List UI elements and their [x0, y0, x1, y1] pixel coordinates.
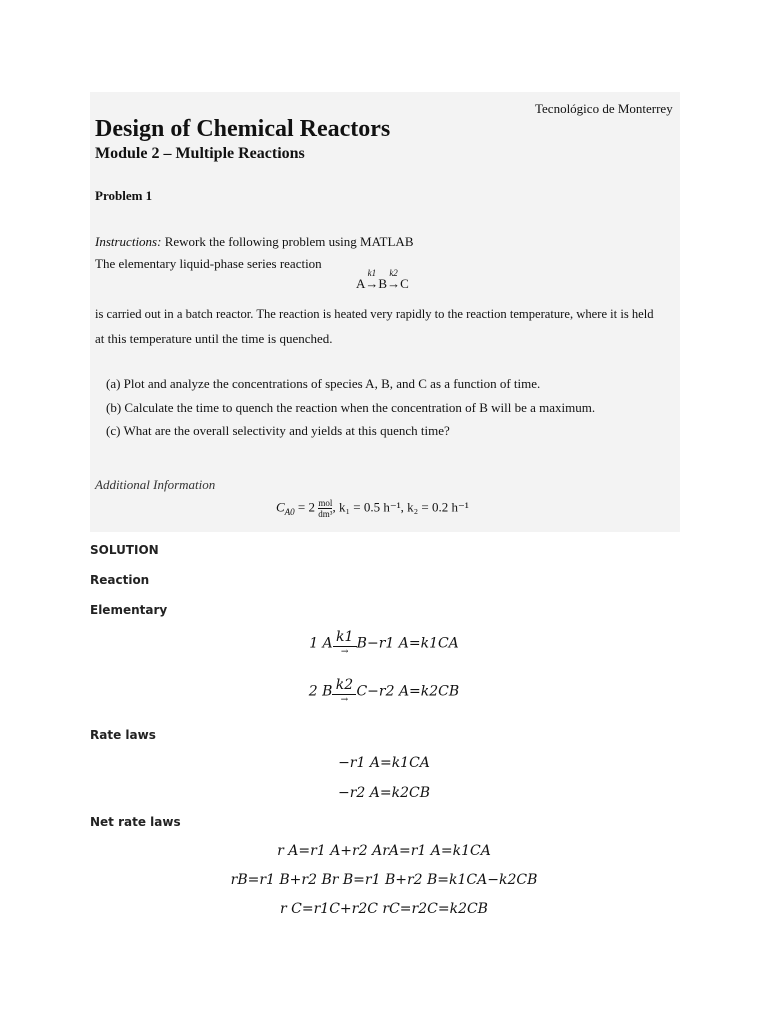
problem-label: Problem 1	[95, 188, 153, 203]
species-c: C	[400, 276, 409, 291]
arrow-1: →	[365, 276, 379, 291]
ca0-subscript: A0	[284, 507, 295, 518]
instructions-label: Instructions:	[95, 234, 162, 249]
eq1-left: 1 A	[309, 635, 333, 652]
elementary-equation-2	[0, 678, 768, 705]
reaction-heading: Reaction	[90, 573, 150, 587]
paragraph-line-2: at this temperature until the time is quenched.	[95, 331, 333, 346]
part-a: (a) Plot and analyze the concentrations of species A, B, and C as a function of time.	[106, 376, 541, 391]
unit-denominator: dm³	[318, 509, 333, 519]
eq2-k: k2	[335, 677, 354, 693]
additional-info-equation	[276, 498, 469, 519]
eq2-right: C−r2 A=k2CB	[356, 683, 460, 700]
eq1-right: B−r1 A=k1CA	[356, 635, 459, 652]
module-subtitle: Module 2 – Multiple Reactions	[95, 145, 305, 162]
k2-label: k2	[389, 268, 398, 278]
equals-two: = 2	[294, 499, 319, 515]
instructions-text: Rework the following problem using MATLAB	[161, 234, 414, 249]
document-title: Design of Chemical Reactors	[95, 116, 391, 142]
rate-law-2: −r2 A=k2CB	[337, 785, 430, 801]
elementary-heading: Elementary	[90, 603, 168, 617]
instructions-line	[95, 234, 414, 250]
eq1-k: k1	[335, 629, 354, 645]
part-c: (c) What are the overall selectivity and yields at this quench time?	[106, 423, 450, 438]
additional-info-label: Additional Information	[95, 477, 216, 492]
species-a: A	[356, 276, 366, 291]
unit-numerator: mol	[318, 498, 333, 508]
elementary-equation-1	[0, 630, 768, 657]
rate-constants: , k₁ = 0.5 h⁻¹, k₂ = 0.2 h⁻¹	[332, 499, 469, 515]
eq2-arrow: →	[340, 695, 349, 705]
part-b: (b) Calculate the time to quench the reaction when the concentration of B will be a maximum.	[106, 400, 596, 415]
intro-line: The elementary liquid-phase series reaction	[95, 256, 322, 271]
series-reaction	[356, 268, 409, 292]
k1-label: k1	[367, 268, 377, 278]
eq1-arrow: →	[340, 647, 349, 657]
net-rate-laws-heading: Net rate laws	[90, 815, 181, 829]
net-rate-law-2: rB=r1 B+r2 Br B=r1 B+r2 B=k1CA−k2CB	[230, 872, 538, 888]
net-rate-law-1: r A=r1 A+r2 ArA=r1 A=k1CA	[277, 843, 491, 859]
eq2-left: 2 B	[308, 683, 333, 700]
species-b: B	[378, 276, 388, 291]
paragraph-line-1: is carried out in a batch reactor. The reaction is heated very rapidly to the reaction temperature, where it is held	[95, 307, 654, 321]
arrow-2: →	[387, 276, 401, 291]
rate-laws-heading: Rate laws	[90, 728, 156, 742]
rate-law-1: −r1 A=k1CA	[338, 755, 430, 771]
institution-label: Tecnológico de Monterrey	[535, 101, 673, 116]
ca0-symbol: C	[276, 499, 285, 515]
net-rate-law-3: r C=r1C+r2C rC=r2C=k2CB	[280, 901, 488, 917]
solution-heading: SOLUTION	[90, 543, 159, 557]
